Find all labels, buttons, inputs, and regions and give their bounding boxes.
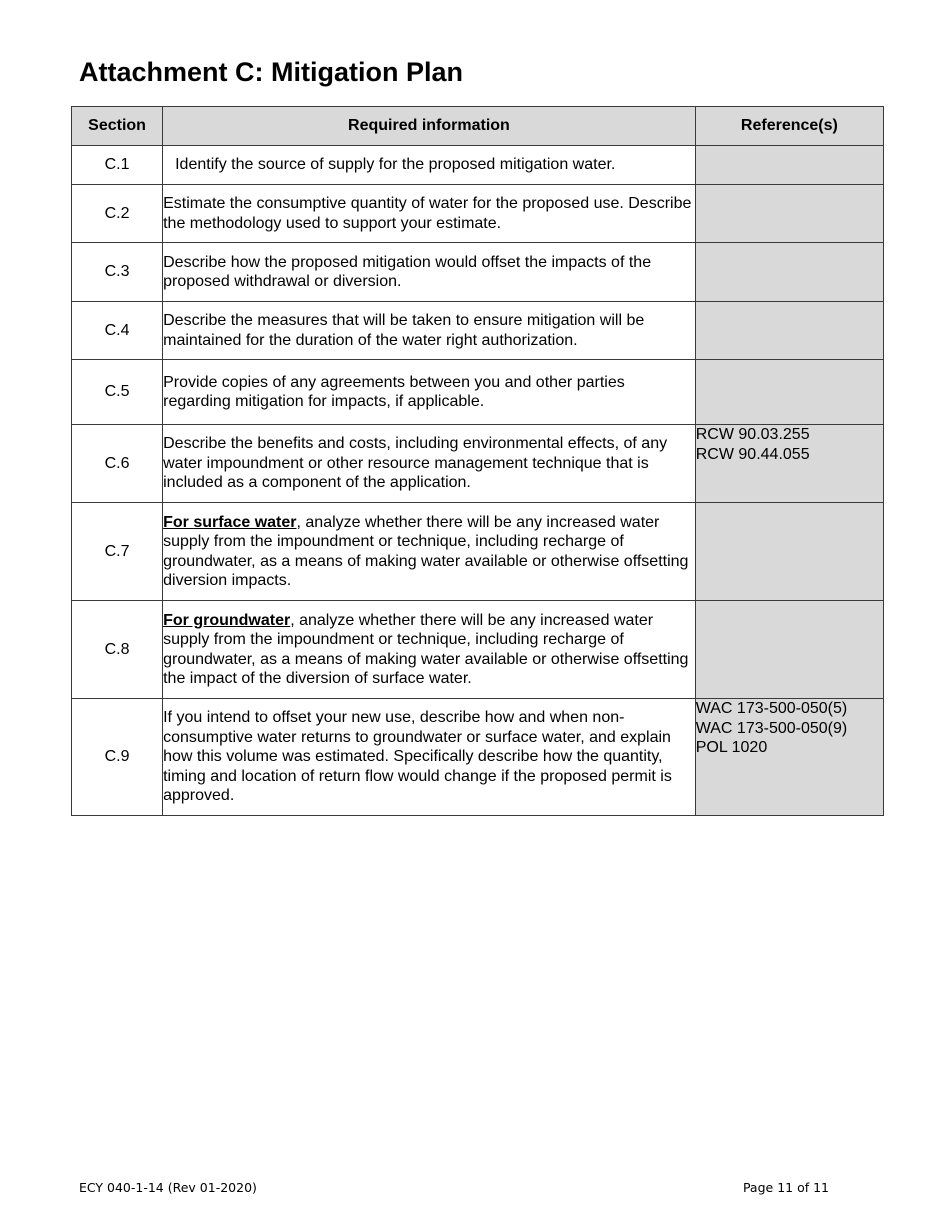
reference-item: POL 1020 <box>695 739 768 756</box>
section-cell: C.4 <box>72 302 163 360</box>
required-info-text: , analyze whether there will be any increased water supply from the impoundment or technique, including recharge of groundwater, as a means of making water available or otherwise offsetting diversion impacts. <box>163 513 689 589</box>
required-info-text: , analyze whether there will be any increased water supply from the impoundment or technique, including recharge of groundwater, as a means of making water available or otherwise offsetting the impact of the diversion of surface water. <box>163 611 689 687</box>
required-info-text: Describe the measures that will be taken to ensure mitigation will be maintained for the duration of the water right authorization. <box>163 312 645 349</box>
required-info-text: Describe how the proposed mitigation would offset the impacts of the proposed withdrawal or diversion. <box>163 253 652 290</box>
references-cell <box>695 302 883 360</box>
section-cell: C.1 <box>72 146 163 185</box>
required-info-cell <box>163 302 696 360</box>
table-header-row <box>72 107 884 146</box>
references-cell <box>695 699 883 816</box>
table-row <box>72 146 884 185</box>
required-info-text: Identify the source of supply for the proposed mitigation water. <box>175 156 616 174</box>
references-cell <box>695 185 883 243</box>
mitigation-plan-table <box>71 106 884 816</box>
reference-item: WAC 173-500-050(5) <box>695 700 848 717</box>
header-references: Reference(s) <box>695 107 883 146</box>
section-cell: C.6 <box>72 425 163 503</box>
reference-item: RCW 90.44.055 <box>695 445 810 463</box>
required-info-cell <box>163 146 696 185</box>
required-info-text: If you intend to offset your new use, describe how and when non-consumptive water returns to groundwater or surface water, and explain how this volume was estimated. Specifically describe how the quantity, timing and location of return flow would change if the proposed permit is approved. <box>163 709 672 805</box>
required-info-cell <box>163 185 696 243</box>
form-id: ECY 040-1-14 (Rev 01-2020) <box>79 1180 257 1195</box>
table-row <box>72 425 884 503</box>
header-section: Section <box>72 107 163 146</box>
references-cell <box>695 243 883 302</box>
table-row <box>72 699 884 816</box>
required-info-text: Estimate the consumptive quantity of water for the proposed use. Describe the methodology used to support your estimate. <box>163 195 692 232</box>
table-row <box>72 302 884 360</box>
reference-item: WAC 173-500-050(9) <box>695 719 848 737</box>
section-cell: C.9 <box>72 699 163 816</box>
references-cell <box>695 601 883 699</box>
references-cell <box>695 360 883 425</box>
section-cell: C.7 <box>72 503 163 601</box>
surface-water-lead: For surface water <box>163 513 297 531</box>
required-info-text: Provide copies of any agreements between you and other parties regarding mitigation for impacts, if applicable. <box>163 373 625 410</box>
required-info-cell <box>163 601 696 699</box>
required-info-text: Describe the benefits and costs, including environmental effects, of any water impoundment or other resource management technique that is included as a component of the application. <box>163 435 668 492</box>
required-info-cell <box>163 699 696 816</box>
required-info-cell <box>163 425 696 503</box>
table-row <box>72 243 884 302</box>
references-cell <box>695 146 883 185</box>
required-info-cell <box>163 243 696 302</box>
section-cell: C.5 <box>72 360 163 425</box>
references-cell <box>695 425 883 503</box>
section-cell: C.3 <box>72 243 163 302</box>
table-row <box>72 503 884 601</box>
section-cell: C.8 <box>72 601 163 699</box>
table-row <box>72 360 884 425</box>
table-row <box>72 601 884 699</box>
groundwater-lead: For groundwater <box>163 611 291 629</box>
references-cell <box>695 503 883 601</box>
header-required-information: Required information <box>163 107 696 146</box>
reference-item: RCW 90.03.255 <box>695 426 810 443</box>
page-number: Page 11 of 11 <box>742 1180 829 1195</box>
required-info-cell <box>163 360 696 425</box>
required-info-cell <box>163 503 696 601</box>
table-row <box>72 185 884 243</box>
section-cell: C.2 <box>72 185 163 243</box>
page-title: Attachment C: Mitigation Plan <box>79 57 463 87</box>
